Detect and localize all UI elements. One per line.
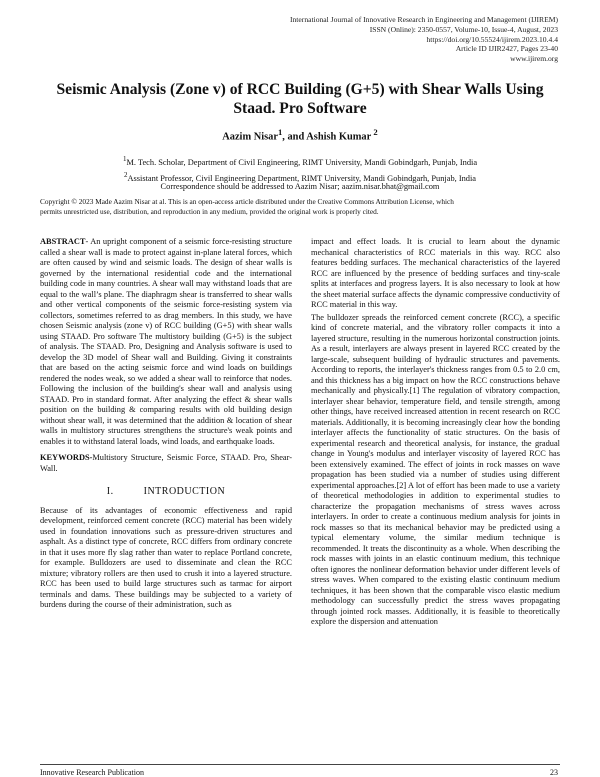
- left-column: [40, 237, 292, 613]
- author-list: [40, 127, 560, 142]
- author-and: , and: [282, 131, 307, 143]
- copyright-line2: permits unrestricted use, distribution, and reproduction in any medium, provided the original work is properly cited.: [40, 206, 379, 216]
- abstract: [40, 237, 292, 447]
- affiliation-2-sup: 2: [123, 170, 128, 179]
- author-1: Aazim Nisar: [222, 131, 278, 143]
- copyright-notice: [40, 197, 558, 216]
- correspondence: Correspondence should be addressed to Aazim Nisar; aazim.nisar.bhat@gmail.com: [160, 182, 440, 191]
- author-2-sup: 2: [371, 127, 378, 137]
- right-column: [311, 237, 560, 630]
- affiliation-1-text: M. Tech. Scholar, Department of Civil Engineering, RIMT University, Mandi Gobindgarh, Punjab, India: [126, 157, 478, 167]
- abstract-text: - An upright component of a seismic force-resisting structure called a shear wall is made to protect against in-plane lateral forces, which are often caused by wind and seismic loads. The design of shear walls is governed by the international residential code and the international building code in many countries. A shear wall may withstand loads that are equal to the wall’s plane. The diaphragm shear is transferred to shear walls and other vertical components of the seismic force-resisting system via collectors, sometimes referred to as drag members. In this study, we have chosen Seismic analysis (zone v) of RCC building (G+5) with shear walls using STAAD. Pro software The multistory building (G+5) is the subject of analysis. The STAAD. Pro, Designing and Analysis software is used to develop the 3D model of Shear wall and Building. Giving it constraints that are based on the acting seismic force and wind loads on buildings rendered the nodes weak, so we added a shear wall to reinforce that nodes. Following the inclusion of the building's shear wall and analysis using STAAD. Pro in standard format. After analyzing the effect & shear walls position on the building & comparing results with old building design without shear wall, it was determined that the addition & location of shear walls in multistory structures strengthens the structure's weak points and enables it to withstand lateral loads, wind loads, and earthquake loads.: [40, 237, 292, 446]
- footer-publisher: Innovative Research Publication: [40, 768, 144, 777]
- keywords: [40, 453, 292, 474]
- right-paragraph-2: The bulldozer spreads the reinforced cement concrete (RCC), a specific kind of concrete material, and the vibratory roller compacts it into a layered structure, resulting in the numerous horizontal construction joints. As a result, interlayers are always present in layered RCC created by the large-scale, subsequent building of hydraulic structures and pavements. According to reports, the interlayer's thickness ranges from 0.5 to 2.0 cm, and this thickness has a big impact on how the RCC constructions behave mechanically and physically.[1] The regulation of vibratory compaction, interlayer shear behavior, temperature field, and tensile strength, among other things, have received increased attention in recent research on RCC materials. Additionally, it is becoming increasingly clear how the bonding interlayer affects the functionality of static structures. On the basis of experimental research and theoretical analysis, for instance, the gradual change in Young's modulus and interlayer viscosity of layered RCC has been extensively examined. The effect of joints in rock masses on wave propagation has been studied via a number of studies using different experimental approaches.[2] A lot of effort has been made to use a variety of theoretical methodologies in addition to experimental studies to characterize the propagation mechanisms of stress waves across interlayers. In order to create a continuous medium analysis for joints in rock masses so that its mechanical behavior may be predicted using a typical elementary volume, the similar medium technique is recommended. It treats the discontinuity as a whole. When describing the rock masses with joints in an elastic continuum medium, this technique often ignores the nonlinear deformation behavior under different levels of stress waves. When compared to the existing elastic continuum medium techniques, it has been shown that the comparable visco elastic medium methodology can successfully predict the stress waves propagating through jointed rock masses. Additionally, it is feasible to theoretically explore the dispersion and attenuation: [311, 312, 560, 626]
- footer-divider: [40, 764, 560, 765]
- journal-website[interactable]: www.ijirem.org: [510, 54, 558, 64]
- paper-title-line2: Staad. Pro Software: [233, 100, 367, 117]
- section-heading-introduction: I. INTRODUCTION: [106, 486, 226, 497]
- paper-title-line1: Seismic Analysis (Zone v) of RCC Building (G+5) with Shear Walls Using: [56, 81, 544, 98]
- author-2: Ashish Kumar: [306, 131, 372, 143]
- affiliation-1-sup: 1: [122, 155, 127, 163]
- journal-doi[interactable]: https://doi.org/10.55524/ijirem.2023.10.4.4: [426, 34, 558, 44]
- journal-name: International Journal of Innovative Research in Engineering and Management (IJIREM): [289, 15, 558, 24]
- keywords-text: Multistory Structure, Seismic Force, STAAD. Pro, Shear-Wall.: [40, 453, 292, 473]
- intro-paragraph-1: Because of its advantages of economic effectiveness and rapid development, reinforced cement concrete (RCC) material has been widely used in foundation innovations such as pressure-driven structures and asphalt. As a distinct type of concrete, RCC differs from ordinary concrete in that it uses more fly slag rather than water to replace Portland concrete, for example. Bulldozers are used to disseminate and clean the RCC mixture; vibratory rollers are then used to crush it into a layered structure. RCC has been used to build large structures such as tarmac for airport terminals and dams. These buildings may be subjected to a variety of burdens during the course of their administration, such as: [40, 505, 292, 609]
- right-paragraph-1: impact and effect loads. It is crucial to learn about the dynamic mechanical characteristics of RCC materials in this way. RCC also features bedding surfaces. The mechanical characteristics of the layered RCC are influenced by the presence of bedding surfaces and tiny-scale splits at interfaces and progress layers. It is also necessary to look at how the sheet material surface affects the dynamic compressive conductivity of RCC material in this way.: [311, 237, 560, 309]
- abstract-label: ABSTRACT: [40, 237, 86, 246]
- copyright-line1: Copyright © 2023 Made Aazim Nisar at al. This is an open-access article distributed under the Creative Commons Attribution License, which: [40, 197, 454, 206]
- keywords-label: KEYWORDS-: [40, 453, 93, 462]
- affiliations: [40, 153, 560, 185]
- footer-page-number: 23: [550, 768, 558, 777]
- paper-title: [40, 80, 560, 118]
- journal-header: [138, 15, 558, 64]
- affiliation-1: [40, 153, 560, 169]
- journal-article-id: Article ID IJIR2427, Pages 23-40: [455, 44, 558, 54]
- affiliation-2-text: Assistant Professor, Civil Engineering Department, RIMT University, Mandi Gobindgarh, Punjab, India: [127, 173, 477, 183]
- author-1-sup: 1: [277, 127, 283, 137]
- journal-issn: ISSN (Online): 2350-0557, Volume-10, Issue-4, August, 2023: [369, 24, 558, 34]
